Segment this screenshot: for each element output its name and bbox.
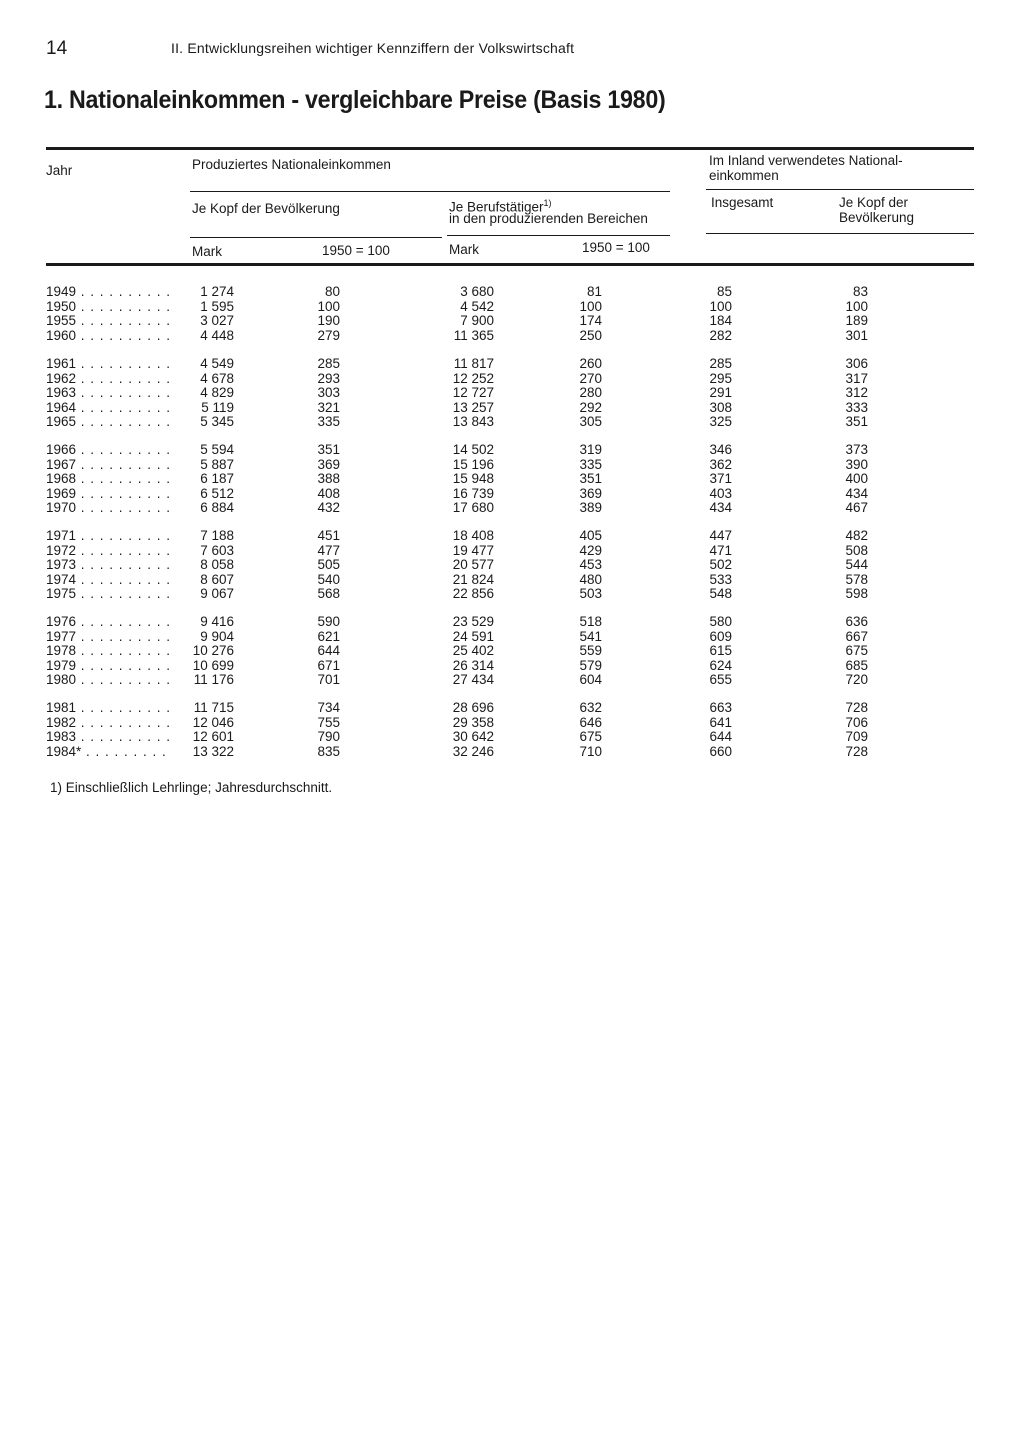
year-cell: 1975 . . .	[46, 587, 170, 602]
table-row	[0, 472, 1024, 487]
inland-total-cell: 403	[709, 485, 732, 501]
index-per-worker-cell: 250	[579, 327, 602, 343]
header-je-berufstaetiger: Je Berufstätiger$^{1)}$	[449, 198, 552, 215]
header-jahr: Jahr	[46, 163, 73, 178]
year-cell: 1978 . . .	[46, 644, 170, 659]
year-cell: 1966 . . .	[46, 443, 170, 458]
mark-per-worker-cell: 15 196	[452, 456, 494, 472]
header-produzierende-bereiche: in den produzierenden Bereichen	[449, 211, 648, 226]
index-per-worker-cell: 100	[579, 298, 602, 314]
index-per-worker-cell: 389	[579, 500, 602, 516]
table-row	[0, 357, 1024, 372]
index-per-capita-cell: 568	[317, 586, 340, 602]
inland-total-cell: 502	[709, 557, 732, 573]
inland-per-capita-cell: 390	[845, 456, 868, 472]
inland-per-capita-cell: 706	[845, 714, 868, 730]
inland-per-capita-cell: 667	[845, 628, 868, 644]
year-cell: 1982 . . .	[46, 716, 170, 731]
index-per-worker-cell: 81	[586, 284, 602, 299]
rule-inland	[706, 189, 974, 190]
index-per-capita-cell: 335	[317, 414, 340, 430]
mark-per-worker-cell: 25 402	[452, 643, 494, 659]
year-cell: 1950 . . .	[46, 300, 170, 315]
index-per-capita-cell: 369	[317, 456, 340, 472]
index-per-worker-cell: 480	[579, 571, 602, 587]
year-cell: 1968 . . .	[46, 472, 170, 487]
mark-per-capita-cell: 12 601	[192, 729, 234, 745]
inland-per-capita-cell: 675	[845, 643, 868, 659]
inland-total-cell: 282	[709, 327, 732, 343]
index-per-capita-cell: 540	[317, 571, 340, 587]
table-row	[0, 501, 1024, 516]
index-per-capita-cell: 100	[317, 298, 340, 314]
year-cell: 1964 . . .	[46, 401, 170, 416]
year-cell: 1983 . . .	[46, 730, 170, 745]
mark-per-capita-cell: 4 549	[200, 356, 234, 371]
header-inland-1: Im Inland verwendetes National-	[709, 153, 903, 168]
header-inland-2: einkommen	[709, 168, 779, 183]
table-row	[0, 659, 1024, 674]
index-per-worker-cell: 335	[579, 456, 602, 472]
inland-total-cell: 660	[709, 743, 732, 759]
index-per-worker-cell: 541	[579, 628, 602, 644]
inland-total-cell: 100	[709, 298, 732, 314]
mark-per-capita-cell: 13 322	[192, 743, 234, 759]
inland-per-capita-cell: 636	[845, 614, 868, 629]
rule-berufstaetiger	[447, 235, 670, 236]
mark-per-capita-cell: 8 058	[200, 557, 234, 573]
mark-per-capita-cell: 5 887	[200, 456, 234, 472]
index-per-worker-cell: 579	[579, 657, 602, 673]
inland-total-cell: 291	[709, 385, 732, 401]
year-cell: 1971 . . .	[46, 529, 170, 544]
mark-per-capita-cell: 11 715	[193, 700, 234, 715]
year-cell: 1981 . . .	[46, 701, 170, 716]
table-row	[0, 372, 1024, 387]
inland-total-cell: 609	[709, 628, 732, 644]
year-cell: 1973 . . .	[46, 558, 170, 573]
mark-per-capita-cell: 5 594	[200, 442, 234, 457]
mark-per-worker-cell: 29 358	[452, 714, 494, 730]
inland-total-cell: 346	[709, 442, 732, 457]
mark-per-capita-cell: 7 188	[200, 528, 234, 543]
header-je-kopf-2: Bevölkerung	[839, 210, 915, 225]
mark-per-worker-cell: 11 365	[453, 327, 494, 343]
header-mark: Mark	[192, 244, 222, 259]
row-group	[0, 357, 1024, 430]
mark-per-worker-cell: 13 843	[452, 414, 494, 430]
table-row	[0, 716, 1024, 731]
inland-total-cell: 548	[709, 586, 732, 602]
table-row	[0, 443, 1024, 458]
table-row	[0, 701, 1024, 716]
row-group	[0, 615, 1024, 688]
table-row	[0, 644, 1024, 659]
mark-per-worker-cell: 17 680	[452, 500, 494, 516]
header-mark-2: Mark	[449, 242, 479, 257]
mark-per-capita-cell: 10 276	[192, 643, 234, 659]
index-per-capita-cell: 505	[317, 557, 340, 573]
index-per-worker-cell: 305	[579, 414, 602, 430]
table-row	[0, 529, 1024, 544]
year-cell: 1960 . . .	[46, 329, 170, 344]
year-cell: 1974 . . .	[46, 573, 170, 588]
mark-per-worker-cell: 3 680	[460, 284, 494, 299]
inland-per-capita-cell: 400	[845, 471, 868, 487]
inland-per-capita-cell: 434	[845, 485, 868, 501]
table-row	[0, 587, 1024, 602]
inland-per-capita-cell: 467	[845, 500, 868, 516]
footnote-mark: 1)	[543, 198, 552, 208]
mark-per-worker-cell: 19 477	[452, 542, 494, 558]
year-cell: 1962 . . .	[46, 372, 170, 387]
inland-per-capita-cell: 720	[845, 672, 868, 688]
mark-per-capita-cell: 6 512	[200, 485, 234, 501]
mark-per-worker-cell: 4 542	[460, 298, 494, 314]
mark-per-capita-cell: 4 448	[200, 327, 234, 343]
year-cell: 1969 . . .	[46, 487, 170, 502]
inland-per-capita-cell: 333	[845, 399, 868, 415]
inland-total-cell: 624	[709, 657, 732, 673]
index-per-worker-cell: 632	[579, 700, 602, 715]
year-cell: 1979 . . .	[46, 659, 170, 674]
table-row	[0, 544, 1024, 559]
index-per-worker-cell: 453	[579, 557, 602, 573]
mark-per-capita-cell: 12 046	[192, 714, 234, 730]
table-row	[0, 458, 1024, 473]
index-per-capita-cell: 734	[317, 700, 340, 715]
inland-total-cell: 615	[709, 643, 732, 659]
index-per-worker-cell: 369	[579, 485, 602, 501]
footnote: 1) Einschließlich Lehrlinge; Jahresdurchschnitt.	[50, 780, 333, 795]
inland-per-capita-cell: 306	[845, 356, 868, 371]
inland-per-capita-cell: 351	[845, 414, 868, 430]
index-per-capita-cell: 477	[317, 542, 340, 558]
year-cell: 1984* . . .	[46, 745, 170, 760]
mark-per-capita-cell: 4 678	[200, 370, 234, 386]
inland-per-capita-cell: 598	[845, 586, 868, 602]
inland-total-cell: 533	[709, 571, 732, 587]
header-bottom-rule	[46, 263, 974, 266]
index-per-capita-cell: 701	[317, 672, 340, 688]
index-per-worker-cell: 270	[579, 370, 602, 386]
inland-total-cell: 85	[716, 284, 732, 299]
index-per-capita-cell: 279	[317, 327, 340, 343]
table-row	[0, 329, 1024, 344]
mark-per-capita-cell: 4 829	[200, 385, 234, 401]
index-per-worker-cell: 559	[579, 643, 602, 659]
index-per-capita-cell: 835	[317, 743, 340, 759]
running-head: II. Entwicklungsreihen wichtiger Kennziffern der Volkswirtschaft	[171, 40, 575, 56]
index-per-capita-cell: 351	[317, 442, 340, 457]
inland-per-capita-cell: 578	[845, 571, 868, 587]
index-per-worker-cell: 292	[579, 399, 602, 415]
mark-per-capita-cell: 10 699	[192, 657, 234, 673]
inland-per-capita-cell: 317	[845, 370, 868, 386]
index-per-capita-cell: 671	[317, 657, 340, 673]
table-row	[0, 730, 1024, 745]
row-group	[0, 443, 1024, 516]
index-per-capita-cell: 303	[317, 385, 340, 401]
inland-per-capita-cell: 544	[845, 557, 868, 573]
year-cell: 1955 . . .	[46, 314, 170, 329]
year-cell: 1949 . . .	[46, 285, 170, 300]
index-per-worker-cell: 518	[579, 614, 602, 629]
mark-per-capita-cell: 9 416	[200, 614, 234, 629]
mark-per-worker-cell: 30 642	[452, 729, 494, 745]
table-row	[0, 615, 1024, 630]
inland-per-capita-cell: 685	[845, 657, 868, 673]
year-cell: 1961 . . .	[46, 357, 170, 372]
index-per-worker-cell: 710	[579, 743, 602, 759]
index-per-worker-cell: 351	[579, 471, 602, 487]
inland-per-capita-cell: 83	[852, 284, 868, 299]
inland-total-cell: 434	[709, 500, 732, 516]
header-insgesamt: Insgesamt	[711, 195, 774, 210]
table-title: 1. Nationaleinkommen - vergleichbare Preise (Basis 1980)	[44, 86, 666, 114]
index-per-capita-cell: 790	[317, 729, 340, 745]
index-per-worker-cell: 646	[579, 714, 602, 730]
year-cell: 1967 . . .	[46, 458, 170, 473]
header-kopf-bevoelkerung: Je Kopf der Bevölkerung	[192, 201, 340, 216]
mark-per-capita-cell: 5 119	[201, 399, 234, 415]
index-per-worker-cell: 280	[579, 385, 602, 401]
index-per-capita-cell: 590	[317, 614, 340, 629]
index-per-worker-cell: 319	[579, 442, 602, 457]
table-row	[0, 300, 1024, 315]
inland-per-capita-cell: 482	[845, 528, 868, 543]
index-per-capita-cell: 190	[317, 313, 340, 329]
table-row	[0, 386, 1024, 401]
inland-per-capita-cell: 709	[845, 729, 868, 745]
inland-total-cell: 362	[709, 456, 732, 472]
inland-total-cell: 295	[709, 370, 732, 386]
mark-per-worker-cell: 32 246	[452, 743, 494, 759]
inland-total-cell: 371	[709, 471, 732, 487]
mark-per-worker-cell: 13 257	[452, 399, 494, 415]
table-row	[0, 745, 1024, 760]
year-cell: 1965 . . .	[46, 415, 170, 430]
index-per-worker-cell: 675	[579, 729, 602, 745]
inland-total-cell: 655	[709, 672, 732, 688]
inland-per-capita-cell: 728	[845, 700, 868, 715]
mark-per-worker-cell: 28 696	[452, 700, 494, 715]
mark-per-capita-cell: 9 067	[200, 586, 234, 602]
row-group	[0, 701, 1024, 759]
row-group	[0, 285, 1024, 343]
mark-per-capita-cell: 8 607	[200, 571, 234, 587]
index-per-capita-cell: 408	[317, 485, 340, 501]
index-per-capita-cell: 451	[317, 528, 340, 543]
mark-per-worker-cell: 20 577	[452, 557, 494, 573]
mark-per-worker-cell: 14 502	[452, 442, 494, 457]
inland-per-capita-cell: 301	[845, 327, 868, 343]
table-row	[0, 415, 1024, 430]
mark-per-capita-cell: 5 345	[200, 414, 234, 430]
year-cell: 1980 . . .	[46, 673, 170, 688]
inland-total-cell: 580	[709, 614, 732, 629]
inland-total-cell: 641	[709, 714, 732, 730]
inland-total-cell: 285	[709, 356, 732, 371]
mark-per-capita-cell: 1 274	[200, 284, 234, 299]
table-row	[0, 630, 1024, 645]
mark-per-worker-cell: 12 727	[452, 385, 494, 401]
rule-kopf	[190, 237, 442, 238]
mark-per-capita-cell: 1 595	[200, 298, 234, 314]
inland-per-capita-cell: 312	[845, 385, 868, 401]
index-per-capita-cell: 621	[317, 628, 340, 644]
inland-per-capita-cell: 189	[845, 313, 868, 329]
table-row	[0, 673, 1024, 688]
index-per-worker-cell: 260	[579, 356, 602, 371]
index-per-worker-cell: 429	[579, 542, 602, 558]
year-cell: 1977 . . .	[46, 630, 170, 645]
index-per-capita-cell: 644	[317, 643, 340, 659]
inland-per-capita-cell: 100	[845, 298, 868, 314]
index-per-capita-cell: 293	[317, 370, 340, 386]
mark-per-capita-cell: 3 027	[200, 313, 234, 329]
mark-per-worker-cell: 15 948	[452, 471, 494, 487]
year-cell: 1970 . . .	[46, 501, 170, 516]
mark-per-worker-cell: 11 817	[453, 356, 494, 371]
mark-per-worker-cell: 22 856	[452, 586, 494, 602]
row-group	[0, 529, 1024, 602]
index-per-capita-cell: 755	[317, 714, 340, 730]
table-row	[0, 314, 1024, 329]
inland-total-cell: 447	[709, 528, 732, 543]
mark-per-worker-cell: 23 529	[452, 614, 494, 629]
table-row	[0, 487, 1024, 502]
mark-per-worker-cell: 7 900	[460, 313, 494, 329]
table-row	[0, 401, 1024, 416]
index-per-capita-cell: 321	[317, 399, 340, 415]
rule-produziertes	[190, 191, 670, 192]
header-je-kopf-1: Je Kopf der	[839, 195, 909, 210]
mark-per-capita-cell: 7 603	[200, 542, 234, 558]
inland-total-cell: 663	[709, 700, 732, 715]
rule-inland-sub	[706, 233, 974, 234]
mark-per-capita-cell: 11 176	[193, 672, 234, 688]
header-index-1950-2: 1950 = 100	[582, 240, 650, 255]
top-rule	[46, 147, 974, 150]
mark-per-worker-cell: 12 252	[452, 370, 494, 386]
inland-per-capita-cell: 728	[845, 743, 868, 759]
page-number: 14	[46, 38, 68, 59]
mark-per-worker-cell: 24 591	[452, 628, 494, 644]
header-index-1950: 1950 = 100	[322, 243, 390, 258]
mark-per-worker-cell: 27 434	[452, 672, 494, 688]
inland-total-cell: 325	[709, 414, 732, 430]
index-per-worker-cell: 503	[579, 586, 602, 602]
year-cell: 1963 . . .	[46, 386, 170, 401]
index-per-capita-cell: 285	[317, 356, 340, 371]
index-per-capita-cell: 388	[317, 471, 340, 487]
inland-total-cell: 471	[709, 542, 732, 558]
mark-per-worker-cell: 21 824	[452, 571, 494, 587]
mark-per-worker-cell: 16 739	[452, 485, 494, 501]
year-cell: 1972 . . .	[46, 544, 170, 559]
inland-total-cell: 184	[709, 313, 732, 329]
mark-per-capita-cell: 9 904	[200, 628, 234, 644]
inland-per-capita-cell: 373	[845, 442, 868, 457]
index-per-worker-cell: 604	[579, 672, 602, 688]
index-per-capita-cell: 80	[324, 284, 340, 299]
mark-per-worker-cell: 26 314	[452, 657, 494, 673]
mark-per-capita-cell: 6 187	[200, 471, 234, 487]
mark-per-capita-cell: 6 884	[200, 500, 234, 516]
year-cell: 1976 . . .	[46, 615, 170, 630]
mark-per-worker-cell: 18 408	[452, 528, 494, 543]
table-row	[0, 558, 1024, 573]
index-per-capita-cell: 432	[317, 500, 340, 516]
inland-total-cell: 308	[709, 399, 732, 415]
inland-per-capita-cell: 508	[845, 542, 868, 558]
index-per-worker-cell: 405	[579, 528, 602, 543]
table-row	[0, 285, 1024, 300]
index-per-worker-cell: 174	[579, 313, 602, 329]
inland-total-cell: 644	[709, 729, 732, 745]
table-row	[0, 573, 1024, 588]
header-produziertes: Produziertes Nationaleinkommen	[192, 157, 391, 172]
